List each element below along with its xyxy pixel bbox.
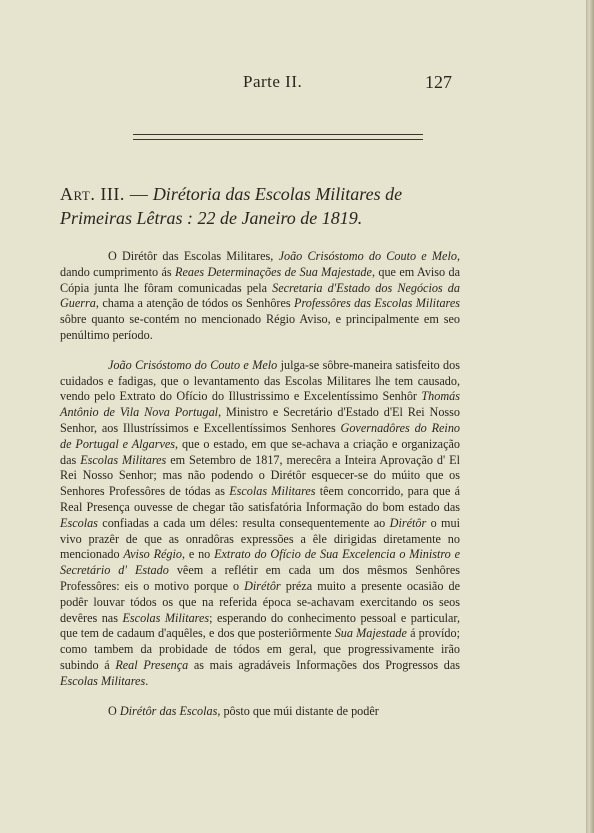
italic-run: Reaes Determinações de Sua Majestade xyxy=(175,264,372,279)
italic-run: João Crisóstomo do Couto e Melo xyxy=(108,357,278,372)
text-run: . xyxy=(145,673,149,688)
italic-run: Governadôres do Reino de Portugal e Algarves xyxy=(60,420,461,451)
page-number: 127 xyxy=(425,72,452,92)
paragraph-1 xyxy=(60,249,460,344)
italic-run: Secretaria d'Estado dos Negócios da Guerra xyxy=(60,280,460,311)
italic-run: Escolas Militares xyxy=(80,452,167,467)
italic-run: Extrato do Ofício de Sua Excelencia o Ministro e Secretário d' Estado xyxy=(60,547,460,578)
text-run: , pôsto que múi distante de podêr xyxy=(217,703,379,718)
text-run: vêem a reflétir em cada um dos mêsmos Senhôres Professôres: eis o motivo porque o xyxy=(60,563,460,593)
text-run: , e no xyxy=(182,547,215,562)
paragraph-2 xyxy=(60,358,460,690)
text-run: O xyxy=(108,703,120,718)
italic-run: Escolas xyxy=(60,515,98,530)
italic-run: Dirétôr xyxy=(244,578,281,593)
article-label: Art. III. — xyxy=(60,184,149,204)
text-run: em Setembro de 1817, merecêra a Inteira Aprovação d' El Rei Nosso Senhor; mas não podendo o Dirétôr esquecer-se do múito que os Senhores Professôres de tódas as xyxy=(60,452,460,499)
text-run: as mais agradáveis Informações dos Progressos das xyxy=(188,657,460,672)
running-header xyxy=(0,72,586,100)
italic-run: Aviso Régio xyxy=(123,547,183,562)
text-run: ; esperando do conhecimento pessoal e particular, que tem de cadaum d'aquêles, e dos que posteriôrmente xyxy=(60,610,460,641)
article-title xyxy=(60,182,460,230)
page-edge xyxy=(586,0,594,833)
italic-run: Sua Majestade xyxy=(334,626,407,641)
italic-run: Thomás Antônio de Vila Nova Portugal xyxy=(60,389,460,420)
article-title-text: Dirétoria das Escolas Militares de Primeiras Lêtras : 22 de Janeiro de 1819. xyxy=(60,184,403,228)
text-run: O Dirétôr das Escolas Militares, xyxy=(108,249,279,263)
italic-run: Escolas Militares xyxy=(60,673,146,688)
italic-run: Real Presença xyxy=(115,657,189,672)
text-run: , chama a atenção de tódos os Senhôres xyxy=(95,296,295,311)
body-text xyxy=(60,249,460,719)
text-run: , que o estado, em que se-achava a criação e organização das xyxy=(60,436,460,467)
text-run: confiadas a cada um déles: resulta consequentemente ao xyxy=(97,515,390,530)
text-run: préza muito a presente ocasião de podêr louvar tódos os que na referida época se-achavam exercitando os seos devêres nas xyxy=(60,578,460,625)
italic-run: Dirétôr das Escolas xyxy=(119,703,218,718)
text-run: , dando cumprimento ás xyxy=(60,249,460,279)
italic-run: Dirétôr xyxy=(389,515,427,530)
text-run: á provído; como tambem da probidade de tódos em geral, que progressivamente irão subindo á xyxy=(60,626,460,672)
italic-run: Professôres das Escolas Militares xyxy=(294,296,460,311)
italic-run: Escolas Militares xyxy=(229,484,316,499)
text-run: , que em Aviso da Cópia junta lhe fôram comunicadas pela xyxy=(60,264,461,295)
part-heading: Parte II. xyxy=(243,72,303,91)
decorative-rule xyxy=(133,134,423,140)
text-run: o mui vivo prazêr de que as onradôras expressões a êle dirigidas diretamente no mencionado xyxy=(60,515,460,562)
italic-run: Escolas Militares xyxy=(122,610,210,625)
text-run: têem concorrido, para que á Real Presença ouvesse de chegar tão satisfatória Informação do bom estado das xyxy=(60,484,460,514)
paragraph-3 xyxy=(60,704,460,720)
text-run: , Ministro e Secretário d'Estado d'El Rei Nosso Senhor, aos Illustríssimos e Excellentíssimos Senhores xyxy=(60,405,460,435)
italic-run: João Crisóstomo do Couto e Melo xyxy=(278,249,457,263)
text-run: julga-se sôbre-maneira satisfeito dos cuidados e fadigas, que o levantamento das Escolas Militares lhe tem causado, vendo pelo Extrato do Ofício do Illustrissimo e Excelentíssimo Senhôr xyxy=(60,357,460,404)
text-run: sôbre quanto se-contém no mencionado Régio Aviso, e principalmente em seo penúltimo período. xyxy=(60,312,460,342)
